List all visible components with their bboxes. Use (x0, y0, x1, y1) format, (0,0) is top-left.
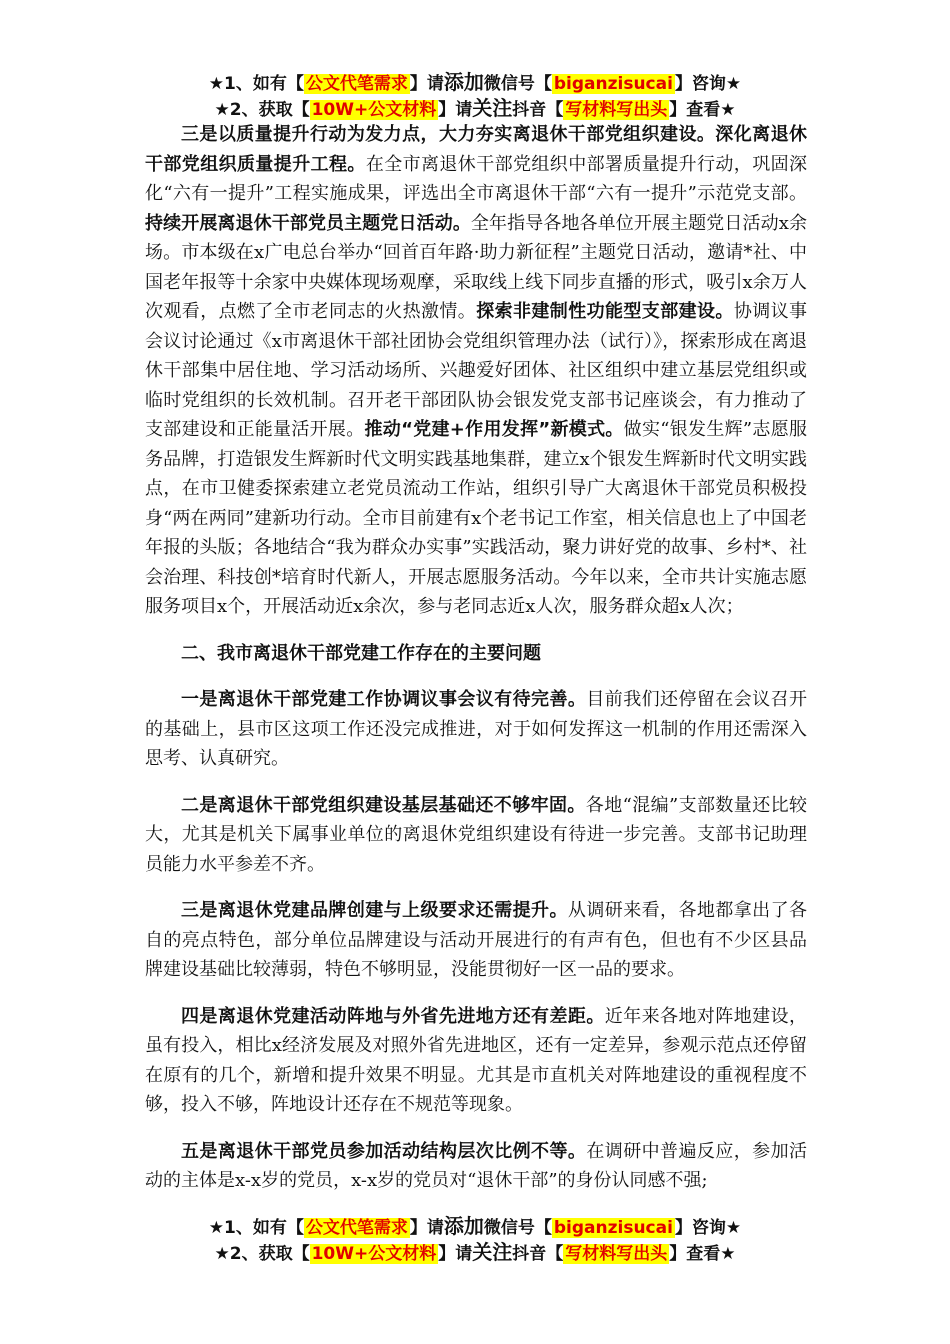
bold-lead: 持续开展离退休干部党员主题党日活动。 (145, 212, 471, 234)
body-text: 做实“银发生辉”志愿服务品牌，打造银发生辉新时代文明实践基地集群，建立x个银发生辉新时代文明实践点，在市卫健委探索建立老党员流动工作站，组织引导广大离退休干部党员积极投身“两在两同”建新功行动。全市目前建有x个老书记工作室，相关信息也上了中国老年报的头版；各地结合“我为群众办实事”实践活动，聚力讲好党的故事、乡村*、社会治理、科技创*培育时代新人，开展志愿服务活动。今年以来，全市共计实施志愿服务项目x个，开展活动近x余次，参与老同志近x人次，服务群众超x人次； (145, 419, 807, 617)
issue-paragraph (145, 791, 807, 880)
issue-title: 一是离退休干部党建工作协调议事会议有待完善。 (181, 689, 587, 710)
banner-text: 抖音【 (512, 1244, 564, 1264)
banner-douyin-id: 写材料写出头 (565, 1244, 668, 1264)
banner-text: ★2、获取【 (214, 1244, 310, 1264)
banner-highlight: 公文代笔需求 (305, 1218, 408, 1238)
banner-text: 】请 (438, 100, 473, 120)
issue-paragraph (145, 1002, 807, 1120)
banner-text: 微信号【 (483, 74, 552, 94)
body-text: 全年指导各地各单位开展主题党日活动x余场。市本级在x广电总台举办“回首百年路·助力新征程”主题党日活动，邀请*社、中国老年报等十余家中央媒体现场观摩，采取线上线下同步直播的形式，吸引x余万人次观看，点燃了全市老同志的火热激情。 (145, 212, 807, 322)
bold-lead: 推动“党建+作用发挥”新模式。 (364, 419, 624, 440)
bold-lead: 探索非建制性功能型支部建设。 (476, 301, 734, 322)
banner-line-1 (0, 70, 950, 96)
banner-text: 】查看★ (669, 100, 736, 120)
banner-text: 】咨询★ (674, 1218, 742, 1238)
banner-emphasis: 关注 (472, 1240, 513, 1264)
banner-text: 】咨询★ (674, 74, 742, 94)
banner-text: 】请 (409, 74, 444, 94)
issue-paragraph (145, 1137, 807, 1196)
issue-title: 二是离退休干部党组织建设基层基础还不够牢固。 (181, 794, 586, 816)
banner-emphasis: 添加 (443, 70, 484, 94)
issue-paragraph (145, 685, 807, 774)
banner-text: 抖音【 (512, 100, 564, 120)
issue-text: 近年来各地对阵地建设，虽有投入，相比x经济发展及对照外省先进地区，还有一定差异，参观示范点还停留在原有的几个，新增和提升效果不明显。尤其是市直机关对阵地建设的重视程度不够，投入不够，阵地设计还存在不规范等现象。 (145, 1005, 808, 1115)
issue-title: 三是离退休党建品牌创建与上级要求还需提升。 (181, 900, 568, 921)
banner-highlight: 10W+公文材料 (311, 100, 437, 120)
banner-text: ★2、获取【 (214, 100, 310, 120)
banner-text: ★1、如有【 (208, 74, 304, 94)
banner-emphasis: 添加 (443, 1214, 484, 1238)
issue-text: 各地“混编”支部数量还比较大，尤其是机关下属事业单位的离退休党组织建设有待进一步完善。支部书记助理员能力水平参差不齐。 (145, 794, 807, 875)
banner-line-2 (0, 96, 950, 122)
top-banner (0, 70, 950, 122)
banner-wechat-id: biganzisucai (553, 74, 673, 94)
banner-text: 】请 (438, 1244, 473, 1264)
banner-text: 微信号【 (483, 1218, 552, 1238)
bottom-banner (0, 1214, 950, 1266)
banner-wechat-id: biganzisucai (553, 1218, 673, 1238)
issue-paragraph (145, 896, 807, 985)
paragraph-quality-improvement (145, 120, 807, 622)
banner-highlight: 公文代笔需求 (305, 74, 408, 94)
banner-line-2 (0, 1240, 950, 1266)
issue-title: 五是离退休干部党员参加活动结构层次比例不等。 (181, 1140, 587, 1162)
body-text: 在全市离退休干部党组织中部署质量提升行动，巩固深化“六有一提升”工程实施成果，评选出全市离退休干部“六有一提升”示范党支部。 (145, 153, 808, 204)
issue-text: 目前我们还停留在会议召开的基础上，县市区这项工作还没完成推进，对于如何发挥这一机制的作用还需深入思考、认真研究。 (145, 689, 808, 769)
banner-text: ★1、如有【 (208, 1218, 304, 1238)
issue-text: 在调研中普遍反应，参加活动的主体是x-x岁的党员，x-x岁的党员对“退休干部”的身份认同感不强; (145, 1140, 808, 1191)
banner-emphasis: 关注 (472, 96, 513, 120)
banner-highlight: 10W+公文材料 (311, 1244, 437, 1264)
section-heading: 二、我市离退休干部党建工作存在的主要问题 (181, 642, 541, 664)
bold-lead: 三是以质量提升行动为发力点，大力夯实离退休干部党组织建设。深化离退休干部党组织质量提升工程。 (145, 124, 807, 175)
issue-text: 从调研来看，各地都拿出了各自的亮点特色，部分单位品牌建设与活动开展进行的有声有色，但也有不少区县品牌建设基础比较薄弱，特色不够明显，没能贯彻好一区一品的要求。 (145, 900, 808, 980)
body-text: 协调议事会议讨论通过《x市离退休干部社团协会党组织管理办法（试行）》，探索形成在离退休干部集中居住地、学习活动场所、兴趣爱好团体、社区组织中建立基层党组织或临时党组织的长效机制。召开老干部团队协会银发党支部书记座谈会，有力推动了支部建设和正能量活开展。 (145, 301, 808, 440)
banner-douyin-id: 写材料写出头 (565, 100, 668, 120)
document-body (145, 120, 807, 1213)
issue-title: 四是离退休党建活动阵地与外省先进地方还有差距。 (181, 1005, 605, 1027)
banner-text: 】请 (409, 1218, 444, 1238)
banner-line-1 (0, 1214, 950, 1240)
banner-text: 】查看★ (669, 1244, 736, 1264)
